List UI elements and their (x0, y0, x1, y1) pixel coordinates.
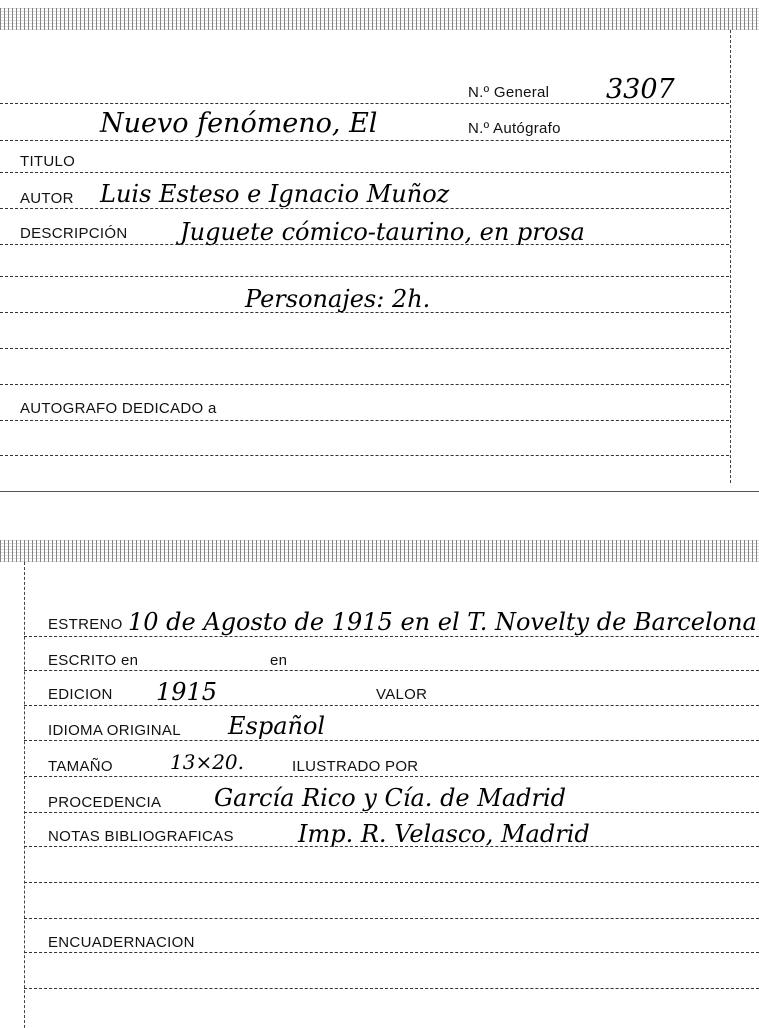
scan-noise-band (0, 540, 759, 562)
rule-line (0, 348, 729, 349)
rule-line (0, 140, 729, 141)
bibliographic-notes-value: Imp. R. Velasco, Madrid (298, 820, 590, 848)
edition-value: 1915 (156, 678, 218, 706)
rule-line (24, 670, 759, 671)
rule-line (24, 988, 759, 989)
title-label: TITULO (20, 153, 76, 170)
rule-line (24, 952, 759, 953)
rule-line (24, 812, 759, 813)
rule-line (0, 208, 729, 209)
rule-line (0, 276, 729, 277)
rule-line (0, 384, 729, 385)
characters-value: Personajes: 2h. (245, 285, 431, 313)
rule-line (0, 312, 729, 313)
autograph-number-label: N.º Autógrafo (468, 120, 561, 137)
general-number-value: 3307 (606, 74, 675, 105)
rule-line (24, 636, 759, 637)
illustrated-label: ILUSTRADO POR (292, 758, 419, 775)
description-label: DESCRIPCIÓN (20, 225, 128, 242)
rule-line (24, 846, 759, 847)
card-edge (730, 30, 731, 483)
provenance-label: PROCEDENCIA (48, 794, 162, 811)
premiere-value: 10 de Agosto de 1915 en el T. Novelty de Barcelona (128, 608, 757, 636)
rule-line (0, 455, 729, 456)
rule-line (0, 103, 729, 104)
original-language-label: IDIOMA ORIGINAL (48, 722, 181, 739)
catalog-card-top (0, 0, 759, 492)
written-label: ESCRITO en (48, 652, 139, 669)
provenance-value: García Rico y Cía. de Madrid (214, 784, 567, 812)
original-language-value: Español (228, 712, 326, 740)
binding-label: ENCUADERNACION (48, 934, 195, 951)
written-en-label: en (270, 652, 288, 669)
value-label: VALOR (376, 686, 428, 703)
author-value: Luis Esteso e Ignacio Muñoz (100, 180, 450, 208)
general-number-label: N.º General (468, 84, 550, 101)
rule-line (24, 776, 759, 777)
size-value: 13×20. (170, 750, 245, 774)
rule-line (0, 420, 729, 421)
scan-noise-band (0, 8, 759, 30)
rule-line (0, 244, 729, 245)
size-label: TAMAÑO (48, 758, 113, 775)
rule-line (24, 740, 759, 741)
rule-line (24, 882, 759, 883)
card-edge (24, 562, 25, 1028)
bibliographic-notes-label: NOTAS BIBLIOGRAFICAS (48, 828, 234, 845)
catalog-card-bottom (0, 540, 759, 1028)
author-label: AUTOR (20, 190, 74, 207)
description-value: Juguete cómico-taurino, en prosa (180, 218, 585, 246)
rule-line (24, 918, 759, 919)
title-value: Nuevo fenómeno, El (100, 108, 378, 139)
dedicated-label: AUTOGRAFO DEDICADO a (20, 400, 217, 417)
edition-label: EDICION (48, 686, 113, 703)
rule-line (24, 705, 759, 706)
premiere-label: ESTRENO (48, 616, 123, 633)
rule-line (0, 172, 729, 173)
